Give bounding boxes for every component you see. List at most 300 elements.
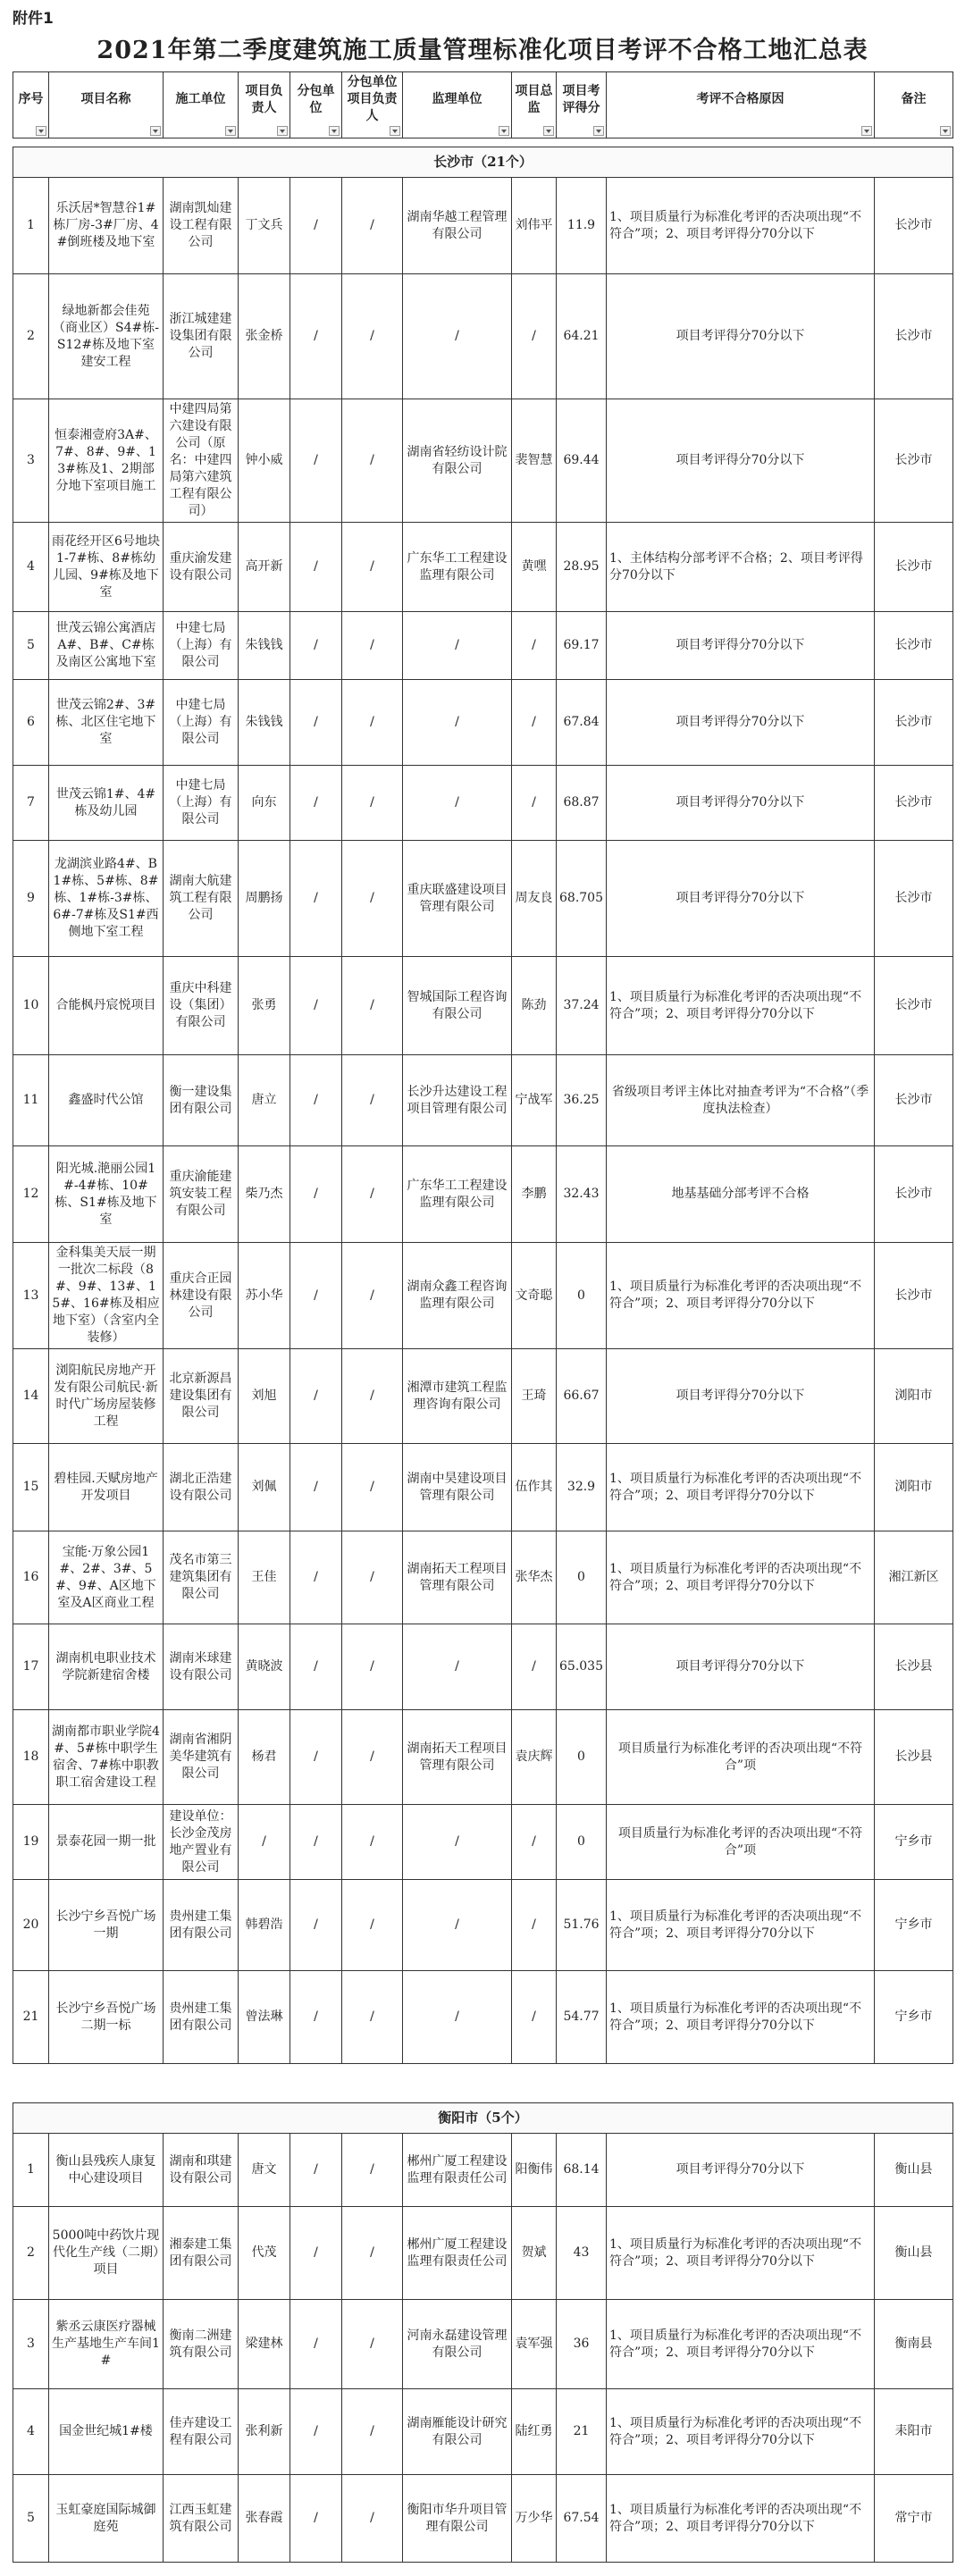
- cell-manager: 唐立: [239, 1055, 290, 1146]
- cell-director: /: [512, 1971, 557, 2064]
- cell-note: 湘江新区: [875, 1531, 953, 1624]
- cell-builder: 衡南二洲建筑有限公司: [164, 2300, 239, 2389]
- header-cell[interactable]: 项目负责人: [239, 72, 290, 138]
- cell-supervisor: 重庆联盛建设项目管理有限公司: [403, 841, 512, 957]
- cell-project: 阳光城.滟丽公园1#-4#栋、10#栋、S1#栋及地下室: [49, 1146, 164, 1243]
- cell-reason: 地基基础分部考评不合格: [607, 1146, 875, 1243]
- table-row: [13, 1805, 953, 1880]
- cell-sub: /: [290, 2300, 342, 2389]
- cell-builder: 北京新源昌建设集团有限公司: [164, 1349, 239, 1444]
- cell-supervisor: /: [403, 1880, 512, 1971]
- cell-director: /: [512, 1880, 557, 1971]
- cell-score: 0: [557, 1243, 607, 1349]
- cell-project: 合能枫丹宸悦项目: [49, 957, 164, 1055]
- cell-builder: 贵州建工集团有限公司: [164, 1971, 239, 2064]
- cell-sub-mgr: /: [342, 1971, 403, 2064]
- cell-note: 耒阳市: [875, 2389, 953, 2475]
- filter-dropdown-icon[interactable]: [861, 126, 872, 136]
- filter-dropdown-icon[interactable]: [543, 126, 554, 136]
- cell-builder: 湖南和琪建设有限公司: [164, 2134, 239, 2207]
- spacer-row: [13, 2064, 953, 2103]
- table-row: [13, 1710, 953, 1805]
- cell-supervisor: 湖南中昊建设项目管理有限公司: [403, 1444, 512, 1531]
- table-row: [13, 680, 953, 766]
- cell-reason: 1、项目质量行为标准化考评的否决项出现“不符合”项；2、项目考评得分70分以下: [607, 1243, 875, 1349]
- table-row: [13, 841, 953, 957]
- cell-no: 16: [13, 1531, 49, 1624]
- cell-sub-mgr: /: [342, 612, 403, 680]
- cell-sub-mgr: /: [342, 274, 403, 399]
- cell-project: 世茂云锦1#、4#栋及幼儿园: [49, 766, 164, 841]
- cell-project: 长沙宁乡吾悦广场一期: [49, 1880, 164, 1971]
- cell-note: 长沙县: [875, 1624, 953, 1710]
- summary-table: [13, 71, 953, 2563]
- cell-no: 7: [13, 766, 49, 841]
- cell-manager: 张春霞: [239, 2475, 290, 2563]
- cell-sub-mgr: /: [342, 523, 403, 612]
- cell-supervisor: /: [403, 1624, 512, 1710]
- cell-builder: 贵州建工集团有限公司: [164, 1880, 239, 1971]
- cell-no: 5: [13, 2475, 49, 2563]
- cell-sub: /: [290, 957, 342, 1055]
- cell-sub: /: [290, 1880, 342, 1971]
- cell-sub-mgr: /: [342, 841, 403, 957]
- cell-reason: 1、项目质量行为标准化考评的否决项出现“不符合”项；2、项目考评得分70分以下: [607, 2300, 875, 2389]
- cell-director: 陆红勇: [512, 2389, 557, 2475]
- cell-supervisor: 湖南拓天工程项目管理有限公司: [403, 1710, 512, 1805]
- table-row: [13, 766, 953, 841]
- cell-score: 67.84: [557, 680, 607, 766]
- cell-builder: 重庆中科建设（集团）有限公司: [164, 957, 239, 1055]
- cell-builder: 中建四局第六建设有限公司（原名：中建四局第六建筑工程有限公司）: [164, 399, 239, 523]
- cell-sub: /: [290, 523, 342, 612]
- cell-score: 37.24: [557, 957, 607, 1055]
- cell-sub-mgr: /: [342, 1880, 403, 1971]
- cell-note: 衡南县: [875, 2300, 953, 2389]
- cell-manager: 韩碧浩: [239, 1880, 290, 1971]
- cell-director: /: [512, 680, 557, 766]
- cell-no: 1: [13, 2134, 49, 2207]
- table-row: [13, 612, 953, 680]
- cell-manager: 唐文: [239, 2134, 290, 2207]
- cell-project: 国金世纪城1#楼: [49, 2389, 164, 2475]
- cell-sub-mgr: /: [342, 1444, 403, 1531]
- cell-supervisor: 湖南省轻纺设计院有限公司: [403, 399, 512, 523]
- cell-director: 李鹏: [512, 1146, 557, 1243]
- cell-score: 32.9: [557, 1444, 607, 1531]
- cell-reason: 项目考评得分70分以下: [607, 612, 875, 680]
- cell-note: 衡山县: [875, 2134, 953, 2207]
- cell-no: 13: [13, 1243, 49, 1349]
- cell-manager: 丁文兵: [239, 178, 290, 274]
- header-cell[interactable]: 项目考评得分: [557, 72, 607, 138]
- cell-sub: /: [290, 2389, 342, 2475]
- cell-score: 68.87: [557, 766, 607, 841]
- cell-manager: 张利新: [239, 2389, 290, 2475]
- cell-director: 阳衡伟: [512, 2134, 557, 2207]
- cell-sub: /: [290, 2134, 342, 2207]
- cell-manager: 王佳: [239, 1531, 290, 1624]
- cell-no: 6: [13, 680, 49, 766]
- cell-supervisor: 智城国际工程咨询有限公司: [403, 957, 512, 1055]
- header-cell[interactable]: 分包单位: [290, 72, 342, 138]
- cell-builder: 湖南大航建筑工程有限公司: [164, 841, 239, 957]
- cell-supervisor: /: [403, 274, 512, 399]
- cell-supervisor: 广东华工工程建设监理有限公司: [403, 523, 512, 612]
- header-cell[interactable]: 监理单位: [403, 72, 512, 138]
- cell-supervisor: /: [403, 680, 512, 766]
- cell-director: /: [512, 274, 557, 399]
- filter-dropdown-icon[interactable]: [390, 126, 400, 136]
- cell-manager: 黄晓波: [239, 1624, 290, 1710]
- table-row: [13, 2134, 953, 2207]
- cell-supervisor: 衡阳市华升项目管理有限公司: [403, 2475, 512, 2563]
- cell-sub-mgr: /: [342, 680, 403, 766]
- cell-no: 19: [13, 1805, 49, 1880]
- cell-builder: 中建七局（上海）有限公司: [164, 612, 239, 680]
- cell-builder: 重庆渝发建设有限公司: [164, 523, 239, 612]
- cell-note: 长沙市: [875, 274, 953, 399]
- cell-builder: 江西玉虹建筑有限公司: [164, 2475, 239, 2563]
- header-cell[interactable]: 备注: [875, 72, 953, 138]
- cell-supervisor: 湖南众鑫工程咨询监理有限公司: [403, 1243, 512, 1349]
- cell-note: 长沙市: [875, 1055, 953, 1146]
- cell-builder: 湖北正浩建设有限公司: [164, 1444, 239, 1531]
- cell-score: 32.43: [557, 1146, 607, 1243]
- cell-supervisor: 长沙升达建设工程项目管理有限公司: [403, 1055, 512, 1146]
- filter-dropdown-icon[interactable]: [329, 126, 340, 136]
- cell-sub-mgr: /: [342, 1624, 403, 1710]
- cell-note: 长沙市: [875, 957, 953, 1055]
- cell-score: 65.035: [557, 1624, 607, 1710]
- cell-project: 玉虹豪庭国际城御庭苑: [49, 2475, 164, 2563]
- cell-director: 刘伟平: [512, 178, 557, 274]
- cell-supervisor: /: [403, 612, 512, 680]
- cell-reason: 1、项目质量行为标准化考评的否决项出现“不符合”项；2、项目考评得分70分以下: [607, 1971, 875, 2064]
- cell-no: 3: [13, 2300, 49, 2389]
- cell-no: 2: [13, 274, 49, 399]
- cell-manager: 柴乃杰: [239, 1146, 290, 1243]
- cell-director: /: [512, 766, 557, 841]
- cell-score: 0: [557, 1805, 607, 1880]
- table-row: [13, 274, 953, 399]
- table-row: [13, 2389, 953, 2475]
- cell-manager: 钟小威: [239, 399, 290, 523]
- cell-score: 68.14: [557, 2134, 607, 2207]
- cell-sub-mgr: /: [342, 1349, 403, 1444]
- cell-reason: 项目质量行为标准化考评的否决项出现“不符合”项: [607, 1805, 875, 1880]
- cell-project: 宝能·万象公园1#、2#、3#、5#、9#、A区地下室及A区商业工程: [49, 1531, 164, 1624]
- cell-sub: /: [290, 1055, 342, 1146]
- cell-sub-mgr: /: [342, 1805, 403, 1880]
- cell-supervisor: 郴州广厦工程建设监理有限责任公司: [403, 2134, 512, 2207]
- cell-supervisor: /: [403, 1805, 512, 1880]
- cell-sub: /: [290, 1624, 342, 1710]
- cell-sub: /: [290, 612, 342, 680]
- cell-reason: 项目考评得分70分以下: [607, 1624, 875, 1710]
- table-row: [13, 1531, 953, 1624]
- cell-sub: /: [290, 1531, 342, 1624]
- table-row: [13, 2475, 953, 2563]
- cell-manager: 向东: [239, 766, 290, 841]
- cell-note: 长沙县: [875, 1710, 953, 1805]
- table-row: [13, 523, 953, 612]
- table-row: [13, 1880, 953, 1971]
- cell-manager: 杨君: [239, 1710, 290, 1805]
- cell-builder: 湖南米球建设有限公司: [164, 1624, 239, 1710]
- spacer-row: [13, 138, 953, 147]
- cell-no: 3: [13, 399, 49, 523]
- cell-reason: 1、项目质量行为标准化考评的否决项出现“不符合”项；2、项目考评得分70分以下: [607, 1531, 875, 1624]
- cell-director: 袁庆辉: [512, 1710, 557, 1805]
- cell-builder: 中建七局（上海）有限公司: [164, 766, 239, 841]
- cell-manager: 苏小华: [239, 1243, 290, 1349]
- cell-manager: /: [239, 1805, 290, 1880]
- cell-reason: 项目考评得分70分以下: [607, 680, 875, 766]
- table-row: [13, 957, 953, 1055]
- cell-manager: 曾法琳: [239, 1971, 290, 2064]
- table-row: [13, 1055, 953, 1146]
- spacer-cell: [13, 2064, 953, 2103]
- cell-reason: 项目考评得分70分以下: [607, 399, 875, 523]
- cell-note: 长沙市: [875, 1243, 953, 1349]
- cell-director: 王琦: [512, 1349, 557, 1444]
- cell-project: 湖南都市职业学院4#、5#栋中职学生宿舍、7#栋中职教职工宿舍建设工程: [49, 1710, 164, 1805]
- cell-note: 长沙市: [875, 399, 953, 523]
- cell-sub-mgr: /: [342, 957, 403, 1055]
- document-title: 2021年第二季度建筑施工质量管理标准化项目考评不合格工地汇总表: [96, 37, 868, 64]
- cell-supervisor: /: [403, 766, 512, 841]
- cell-builder: 湘泰建工集团有限公司: [164, 2207, 239, 2300]
- cell-no: 4: [13, 523, 49, 612]
- filter-dropdown-icon[interactable]: [499, 126, 509, 136]
- cell-no: 12: [13, 1146, 49, 1243]
- cell-sub-mgr: /: [342, 178, 403, 274]
- cell-score: 21: [557, 2389, 607, 2475]
- cell-sub: /: [290, 2475, 342, 2563]
- cell-project: 湖南机电职业技术学院新建宿舍楼: [49, 1624, 164, 1710]
- cell-builder: 衡一建设集团有限公司: [164, 1055, 239, 1146]
- cell-note: 浏阳市: [875, 1349, 953, 1444]
- cell-manager: 刘佩: [239, 1444, 290, 1531]
- cell-project: 乐沃居*智慧谷1#栋厂房-3#厂房、4#倒班楼及地下室: [49, 178, 164, 274]
- cell-sub-mgr: /: [342, 399, 403, 523]
- header-cell[interactable]: 项目名称: [49, 72, 164, 138]
- header-cell[interactable]: 序号: [13, 72, 49, 138]
- cell-score: 28.95: [557, 523, 607, 612]
- cell-sub-mgr: /: [342, 2300, 403, 2389]
- cell-no: 11: [13, 1055, 49, 1146]
- table-row: [13, 399, 953, 523]
- cell-manager: 刘旭: [239, 1349, 290, 1444]
- header-cell[interactable]: 考评不合格原因: [607, 72, 875, 138]
- cell-supervisor: 湘潭市建筑工程监理咨询有限公司: [403, 1349, 512, 1444]
- cell-sub: /: [290, 680, 342, 766]
- region-row: [13, 147, 953, 178]
- cell-manager: 代茂: [239, 2207, 290, 2300]
- cell-reason: 项目考评得分70分以下: [607, 274, 875, 399]
- cell-score: 68.705: [557, 841, 607, 957]
- cell-no: 9: [13, 841, 49, 957]
- cell-no: 10: [13, 957, 49, 1055]
- cell-reason: 1、项目质量行为标准化考评的否决项出现“不符合”项；2、项目考评得分70分以下: [607, 2207, 875, 2300]
- cell-director: 张华杰: [512, 1531, 557, 1624]
- region-name: 长沙市（21个）: [13, 147, 953, 178]
- cell-score: 43: [557, 2207, 607, 2300]
- table-row: [13, 2300, 953, 2389]
- cell-director: 文奇聪: [512, 1243, 557, 1349]
- cell-note: 宁乡市: [875, 1880, 953, 1971]
- cell-sub-mgr: /: [342, 2475, 403, 2563]
- cell-builder: 湖南省湘阴美华建筑有限公司: [164, 1710, 239, 1805]
- cell-manager: 周鹏扬: [239, 841, 290, 957]
- cell-reason: 1、项目质量行为标准化考评的否决项出现“不符合”项；2、项目考评得分70分以下: [607, 1444, 875, 1531]
- cell-project: 金科集美天辰一期一批次二标段（8#、9#、13#、15#、16#栋及相应地下室）（含室内全装修）: [49, 1243, 164, 1349]
- cell-supervisor: 广东华工工程建设监理有限公司: [403, 1146, 512, 1243]
- cell-manager: 高开新: [239, 523, 290, 612]
- cell-sub: /: [290, 1444, 342, 1531]
- cell-reason: 项目质量行为标准化考评的否决项出现“不符合”项: [607, 1710, 875, 1805]
- cell-score: 0: [557, 1710, 607, 1805]
- filter-dropdown-icon[interactable]: [225, 126, 236, 136]
- cell-no: 5: [13, 612, 49, 680]
- cell-score: 64.21: [557, 274, 607, 399]
- cell-sub: /: [290, 841, 342, 957]
- cell-sub-mgr: /: [342, 1243, 403, 1349]
- cell-sub-mgr: /: [342, 2389, 403, 2475]
- cell-note: 长沙市: [875, 523, 953, 612]
- cell-note: 长沙市: [875, 1146, 953, 1243]
- cell-sub: /: [290, 399, 342, 523]
- cell-sub: /: [290, 1243, 342, 1349]
- header-row: [13, 72, 953, 138]
- filter-dropdown-icon[interactable]: [940, 126, 951, 136]
- cell-score: 67.54: [557, 2475, 607, 2563]
- cell-score: 11.9: [557, 178, 607, 274]
- cell-supervisor: 河南永磊建设管理有限公司: [403, 2300, 512, 2389]
- cell-no: 4: [13, 2389, 49, 2475]
- cell-sub-mgr: /: [342, 2207, 403, 2300]
- header-cell[interactable]: 分包单位项目负责人: [342, 72, 403, 138]
- filter-dropdown-icon[interactable]: [277, 126, 288, 136]
- cell-note: 常宁市: [875, 2475, 953, 2563]
- cell-reason: 项目考评得分70分以下: [607, 2134, 875, 2207]
- cell-supervisor: 湖南雁能设计研究有限公司: [403, 2389, 512, 2475]
- cell-manager: 张勇: [239, 957, 290, 1055]
- table-row: [13, 1243, 953, 1349]
- cell-project: 5000吨中药饮片现代化生产线（二期）项目: [49, 2207, 164, 2300]
- cell-project: 衡山县残疾人康复中心建设项目: [49, 2134, 164, 2207]
- cell-sub: /: [290, 1971, 342, 2064]
- cell-note: 浏阳市: [875, 1444, 953, 1531]
- cell-reason: 项目考评得分70分以下: [607, 766, 875, 841]
- filter-dropdown-icon[interactable]: [150, 126, 161, 136]
- cell-project: 碧桂园.天赋房地产开发项目: [49, 1444, 164, 1531]
- cell-reason: 1、项目质量行为标准化考评的否决项出现“不符合”项；2、项目考评得分70分以下: [607, 2475, 875, 2563]
- table-row: [13, 1444, 953, 1531]
- cell-project: 世茂云锦公寓酒店A#、B#、C#栋及南区公寓地下室: [49, 612, 164, 680]
- cell-reason: 省级项目考评主体比对抽查考评为“不合格”（季度执法检查）: [607, 1055, 875, 1146]
- cell-no: 18: [13, 1710, 49, 1805]
- cell-note: 宁乡市: [875, 1971, 953, 2064]
- cell-score: 51.76: [557, 1880, 607, 1971]
- cell-supervisor: /: [403, 1971, 512, 2064]
- cell-score: 0: [557, 1531, 607, 1624]
- filter-dropdown-icon[interactable]: [36, 126, 46, 136]
- cell-sub-mgr: /: [342, 2134, 403, 2207]
- cell-project: 龙湖滨业路4#、B1#栋、5#栋、8#栋、1#栋-3#栋、6#-7#栋及S1#西侧地下室工程: [49, 841, 164, 957]
- cell-sub-mgr: /: [342, 1531, 403, 1624]
- cell-reason: 项目考评得分70分以下: [607, 841, 875, 957]
- cell-project: 浏阳航民房地产开发有限公司航民·新时代广场房屋装修工程: [49, 1349, 164, 1444]
- cell-sub: /: [290, 178, 342, 274]
- cell-reason: 1、主体结构分部考评不合格；2、项目考评得分70分以下: [607, 523, 875, 612]
- cell-note: 长沙市: [875, 680, 953, 766]
- cell-sub: /: [290, 2207, 342, 2300]
- table-row: [13, 2207, 953, 2300]
- cell-no: 14: [13, 1349, 49, 1444]
- table-row: [13, 178, 953, 274]
- cell-no: 20: [13, 1880, 49, 1971]
- table-row: [13, 1971, 953, 2064]
- cell-no: 15: [13, 1444, 49, 1531]
- cell-builder: 浙江城建建设集团有限公司: [164, 274, 239, 399]
- table-row: [13, 1349, 953, 1444]
- cell-supervisor: 湖南华越工程管理有限公司: [403, 178, 512, 274]
- cell-note: 宁乡市: [875, 1805, 953, 1880]
- cell-project: 恒泰湘壹府3A#、7#、8#、9#、13#栋及1、2期部分地下室项目施工: [49, 399, 164, 523]
- header-cell[interactable]: 项目总监: [512, 72, 557, 138]
- cell-note: 长沙市: [875, 178, 953, 274]
- cell-builder: 建设单位：长沙金茂房地产置业有限公司: [164, 1805, 239, 1880]
- cell-project: 长沙宁乡吾悦广场二期一标: [49, 1971, 164, 2064]
- cell-sub: /: [290, 1710, 342, 1805]
- cell-reason: 1、项目质量行为标准化考评的否决项出现“不符合”项；2、项目考评得分70分以下: [607, 2389, 875, 2475]
- cell-reason: 项目考评得分70分以下: [607, 1349, 875, 1444]
- cell-director: 贺斌: [512, 2207, 557, 2300]
- header-cell[interactable]: 施工单位: [164, 72, 239, 138]
- cell-project: 雨花经开区6号地块 1-7#栋、8#栋幼儿园、9#栋及地下室: [49, 523, 164, 612]
- cell-score: 36: [557, 2300, 607, 2389]
- cell-no: 2: [13, 2207, 49, 2300]
- table-row: [13, 1624, 953, 1710]
- cell-project: 鑫盛时代公馆: [49, 1055, 164, 1146]
- cell-score: 66.67: [557, 1349, 607, 1444]
- cell-director: 宁战军: [512, 1055, 557, 1146]
- cell-director: /: [512, 1624, 557, 1710]
- cell-director: 陈劲: [512, 957, 557, 1055]
- region-name: 衡阳市（5个）: [13, 2103, 953, 2134]
- cell-sub-mgr: /: [342, 1055, 403, 1146]
- cell-sub-mgr: /: [342, 766, 403, 841]
- filter-dropdown-icon[interactable]: [593, 126, 604, 136]
- cell-sub-mgr: /: [342, 1146, 403, 1243]
- cell-director: 周友良: [512, 841, 557, 957]
- cell-score: 69.17: [557, 612, 607, 680]
- cell-director: /: [512, 612, 557, 680]
- cell-supervisor: 湖南拓天工程项目管理有限公司: [403, 1531, 512, 1624]
- cell-no: 21: [13, 1971, 49, 2064]
- cell-note: 长沙市: [875, 612, 953, 680]
- cell-sub: /: [290, 1146, 342, 1243]
- attachment-label: 附件1: [13, 10, 54, 28]
- cell-director: 万少华: [512, 2475, 557, 2563]
- cell-project: 紫丞云康医疗器械生产基地生产车间1#: [49, 2300, 164, 2389]
- cell-sub: /: [290, 274, 342, 399]
- cell-director: 伍作其: [512, 1444, 557, 1531]
- cell-project: 绿地新都会佳苑（商业区）S4#栋-S12#栋及地下室建安工程: [49, 274, 164, 399]
- cell-manager: 张金桥: [239, 274, 290, 399]
